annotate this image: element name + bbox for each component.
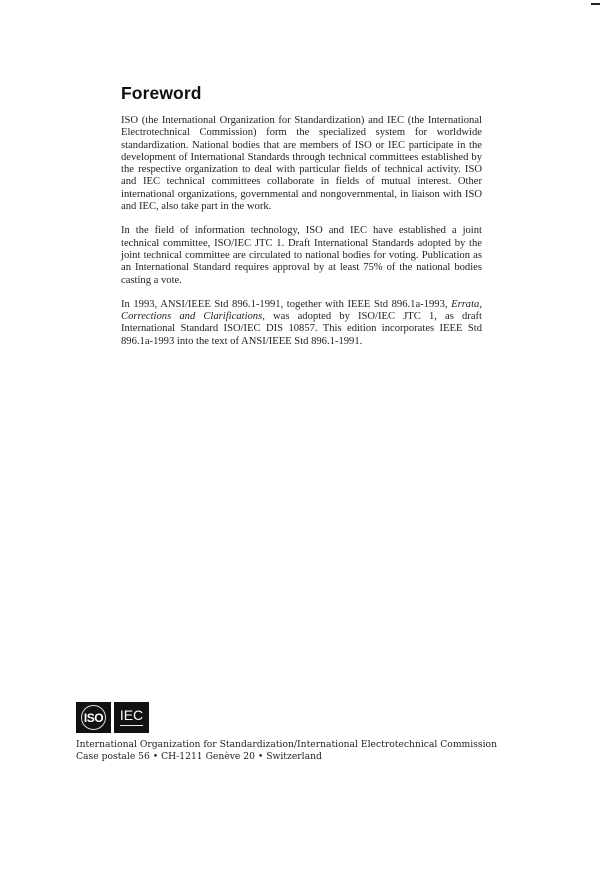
iso-logo [76, 702, 111, 733]
page-title: Foreword [121, 83, 202, 103]
corner-mark [591, 3, 600, 5]
paragraph-adoption-part1: In 1993, ANSI/IEEE Std 896.1-1991, together with IEEE Std 896.1a-1993, [121, 298, 452, 310]
publisher-postal-address: Case postale 56 • CH-1211 Genève 20 • Switzerland [76, 751, 322, 762]
paragraph-iso-iec-intro: ISO (the International Organization for Standardization) and IEC (the International Electrotechnical Commission) form the specialized system for worldwide standardization. National bodies that are members of ISO or IEC participate in the development of International Standards through technical committees established by the respective organization to deal with particular fields of technical activity. ISO and IEC technical committees collaborate in fields of mutual interest. Other international organizations, governmental and nongovernmental, in liaison with ISO and IEC, also take part in the work. [121, 115, 482, 213]
errata-title: Errata, Corrections and Clarifications [121, 298, 482, 323]
paragraph-jtc1: In the field of information technology, ISO and IEC have established a joint technical committee, ISO/IEC JTC 1. Draft International Standards adopted by the joint technical committee are circulated to national bodies for voting. Publication as an International Standard requires approval by at least 75% of the national bodies casting a vote. [121, 225, 482, 286]
publisher-address [76, 739, 497, 763]
publisher-name: International Organization for Standardization/International Electrotechnical Commission [76, 739, 498, 750]
foreword-body [121, 115, 482, 360]
iec-logo-text: IEC [119, 707, 144, 723]
iso-logo-text: ISO [83, 710, 104, 725]
paragraph-adoption-part2: , was adopted by ISO/IEC JTC 1, as draft International Standard ISO/IEC DIS 10857. This edition incorporates IEEE Std 896.1a-1993 into the text of ANSI/IEEE Std 896.1-1991. [121, 311, 482, 347]
iec-underline [120, 725, 143, 727]
paragraph-adoption [121, 299, 482, 348]
publisher-logos [76, 702, 149, 733]
iec-logo [114, 702, 149, 733]
